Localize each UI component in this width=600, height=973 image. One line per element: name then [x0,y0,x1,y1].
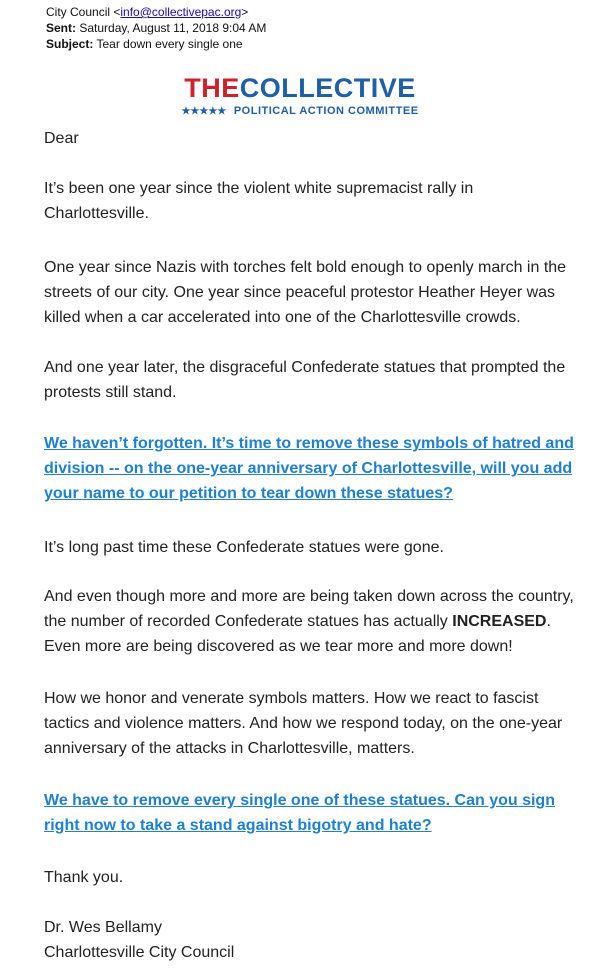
petition-link-2-block [44,788,574,838]
logo-subtitle: POLITICAL ACTION COMMITTEE [233,105,419,117]
paragraph-4: It’s long past time these Confederate statues were gone. [44,539,444,556]
collective-logo [0,74,600,117]
signature-name: Dr. Wes Bellamy [44,919,162,936]
paragraph-5-part-a: And even though more and more are being taken down across the country, the number of recorded Confederate statues has actually [44,588,574,630]
closing: Thank you. [44,869,124,886]
paragraph-2: One year since Nazis with torches felt bold enough to openly march in the streets of our city. One year since peaceful protestor Heather Heyer was killed when a car accelerated into one of the Charlottesville crowds. [44,259,567,326]
stars-icon: ★★★★★ [181,106,227,117]
sent-row [46,20,266,36]
from-name: City Council [46,5,111,19]
subject-value: Tear down every single one [96,37,243,51]
logo-collective: COLLECTIVE [239,73,416,103]
email-header [46,4,266,52]
logo-the: THE [184,73,240,103]
paragraph-5 [44,584,574,659]
paragraph-6: How we honor and venerate symbols matters. How we react to fascist tactics and violence matters. And how we respond today, on the one-year anniversary of the attacks in Charlottesville, matters. [44,690,563,757]
petition-link-1[interactable]: We haven’t forgotten. It’s time to remove these symbols of hatred and division -- on the one-year anniversary of Charlottesville, will you add your name to our petition to tear down these statues? [44,435,574,502]
sent-value: Saturday, August 11, 2018 9:04 AM [79,21,267,35]
paragraph-1: It’s been one year since the violent white supremacist rally in Charlottesville. [44,180,474,222]
signature-title: Charlottesville City Council [44,944,235,961]
petition-link-2[interactable]: We have to remove every single one of these statues. Can you sign right now to take a stand against bigotry and hate? [44,792,555,834]
from-email-link[interactable]: info@collectivepac.org [120,5,242,19]
greeting: Dear [44,130,79,147]
increased-emphasis: INCREASED [452,613,547,630]
sent-label: Sent: [46,21,76,35]
paragraph-5-part-b: . Even more are being discovered as we tear more and more down! [44,613,551,655]
petition-link-1-block [44,431,574,506]
logo-subtitle-row [0,105,600,117]
signature [44,915,574,965]
from-row: City Council <info@collectivepac.org> [46,5,249,19]
logo-wordmark [0,74,600,102]
subject-row [46,36,266,52]
paragraph-3: And one year later, the disgraceful Confederate statues that prompted the protests still stand. [44,359,566,401]
subject-label: Subject: [46,37,94,51]
